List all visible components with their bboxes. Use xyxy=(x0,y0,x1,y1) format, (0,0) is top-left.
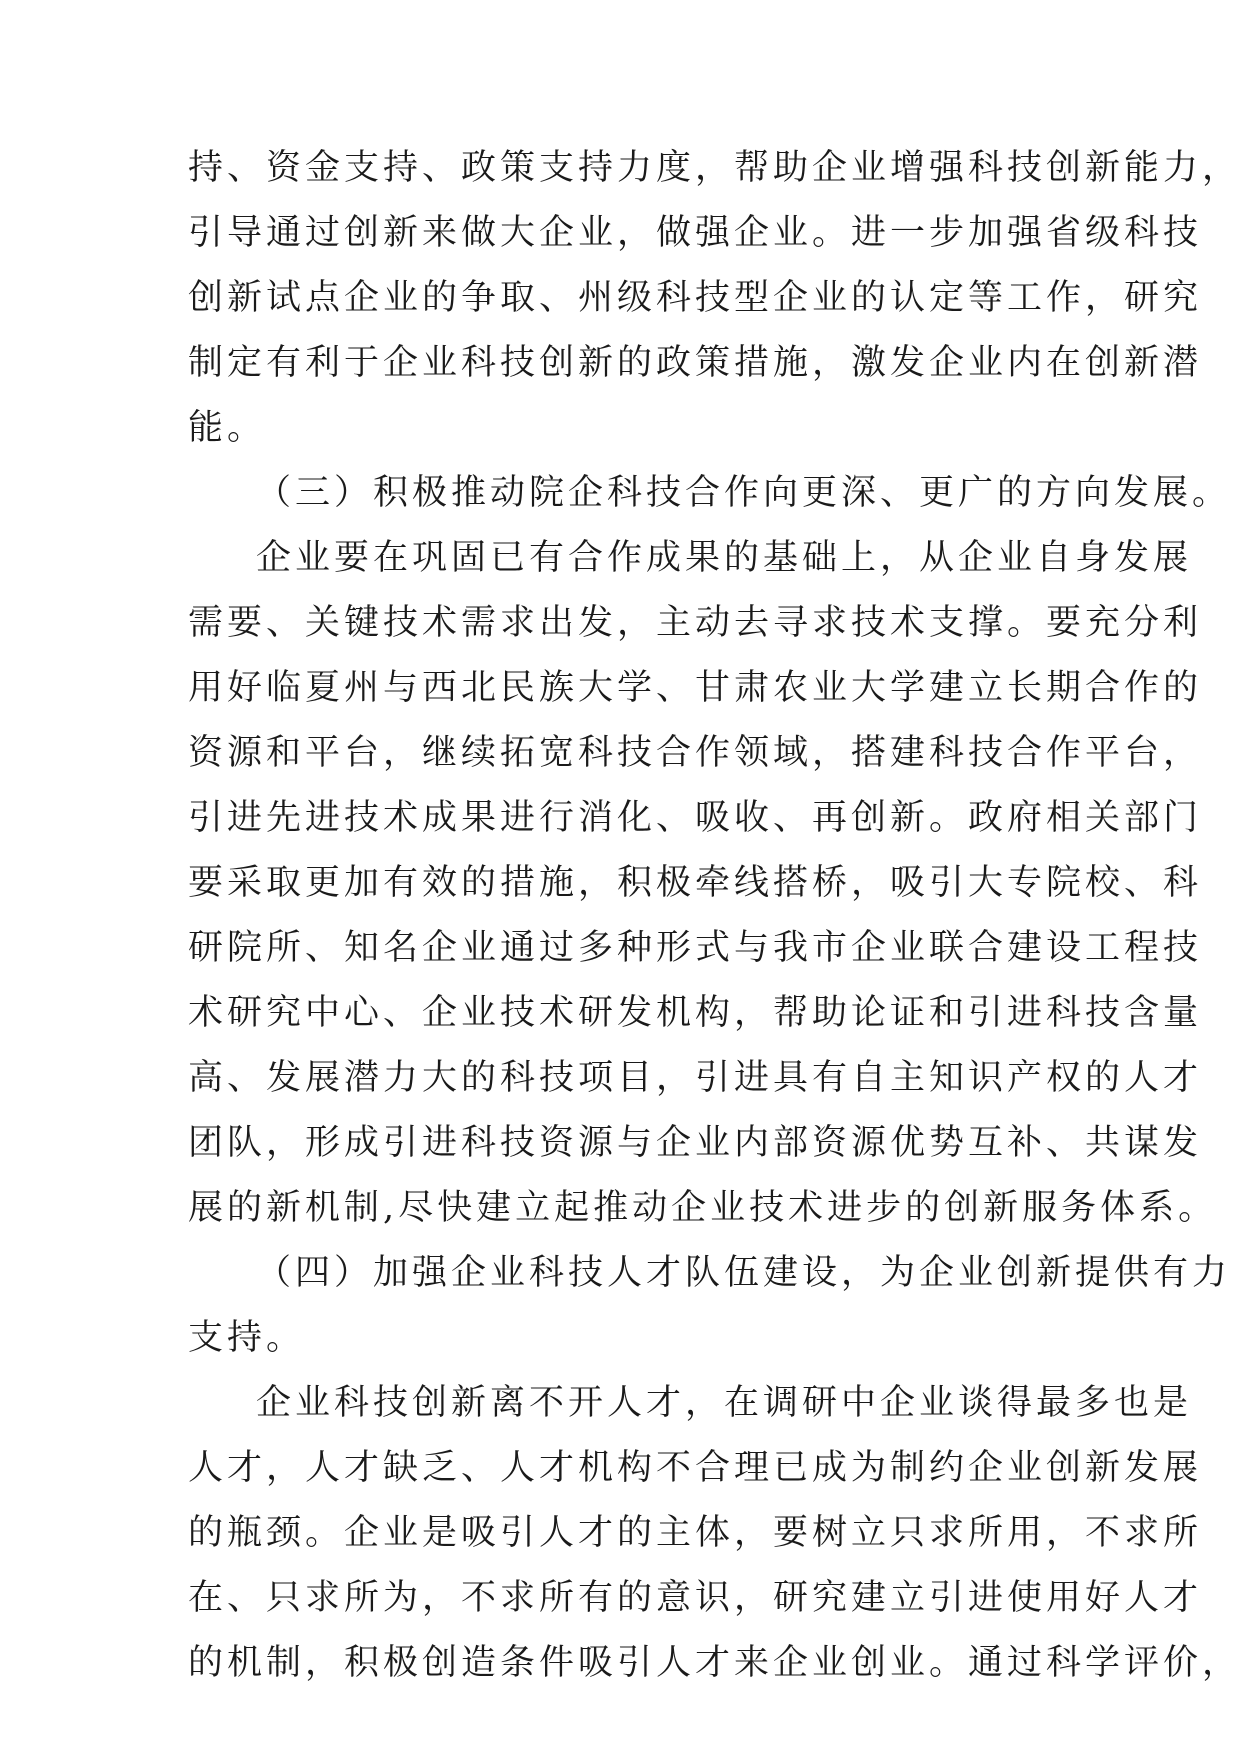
text-line: 展的新机制,尽快建立起推动企业技术进步的创新服务体系。 xyxy=(188,1188,1218,1228)
text-line: 引进先进技术成果进行消化、吸收、再创新。政府相关部门 xyxy=(188,798,1203,838)
text-line: 人才，人才缺乏、人才机构不合理已成为制约企业创新发展 xyxy=(188,1448,1203,1488)
text-line: 持、资金支持、政策支持力度，帮助企业增强科技创新能力， xyxy=(188,148,1241,188)
text-line: 支持。 xyxy=(188,1318,306,1358)
text-line: 用好临夏州与西北民族大学、甘肃农业大学建立长期合作的 xyxy=(188,668,1203,708)
text-line: 创新试点企业的争取、州级科技型企业的认定等工作，研究 xyxy=(188,278,1203,318)
text-line: 在、只求所为，不求所有的意识，研究建立引进使用好人才 xyxy=(188,1578,1203,1618)
text-line: 企业要在巩固已有合作成果的基础上，从企业自身发展 xyxy=(256,538,1193,578)
text-line: 团队，形成引进科技资源与企业内部资源优势互补、共谋发 xyxy=(188,1123,1203,1163)
text-line: 的瓶颈。企业是吸引人才的主体，要树立只求所用，不求所 xyxy=(188,1513,1203,1553)
section-heading: （四）加强企业科技人才队伍建设，为企业创新提供有力 xyxy=(256,1253,1232,1293)
text-line: 研院所、知名企业通过多种形式与我市企业联合建设工程技 xyxy=(188,928,1203,968)
text-line: 需要、关键技术需求出发，主动去寻求技术支撑。要充分利 xyxy=(188,603,1203,643)
text-line: 高、发展潜力大的科技项目，引进具有自主知识产权的人才 xyxy=(188,1058,1203,1098)
text-line: 要采取更加有效的措施，积极牵线搭桥，吸引大专院校、科 xyxy=(188,863,1203,903)
text-line: 资源和平台，继续拓宽科技合作领域，搭建科技合作平台， xyxy=(188,733,1203,773)
text-line: 引导通过创新来做大企业，做强企业。进一步加强省级科技 xyxy=(188,213,1203,253)
text-line: 的机制，积极创造条件吸引人才来企业创业。通过科学评价， xyxy=(188,1643,1241,1683)
text-line: 制定有利于企业科技创新的政策措施，激发企业内在创新潜 xyxy=(188,343,1203,383)
section-heading: （三）积极推动院企科技合作向更深、更广的方向发展。 xyxy=(256,473,1232,513)
text-line: 企业科技创新离不开人才，在调研中企业谈得最多也是 xyxy=(256,1383,1193,1423)
text-line: 能。 xyxy=(188,408,267,448)
text-line: 术研究中心、企业技术研发机构，帮助论证和引进科技含量 xyxy=(188,993,1203,1033)
